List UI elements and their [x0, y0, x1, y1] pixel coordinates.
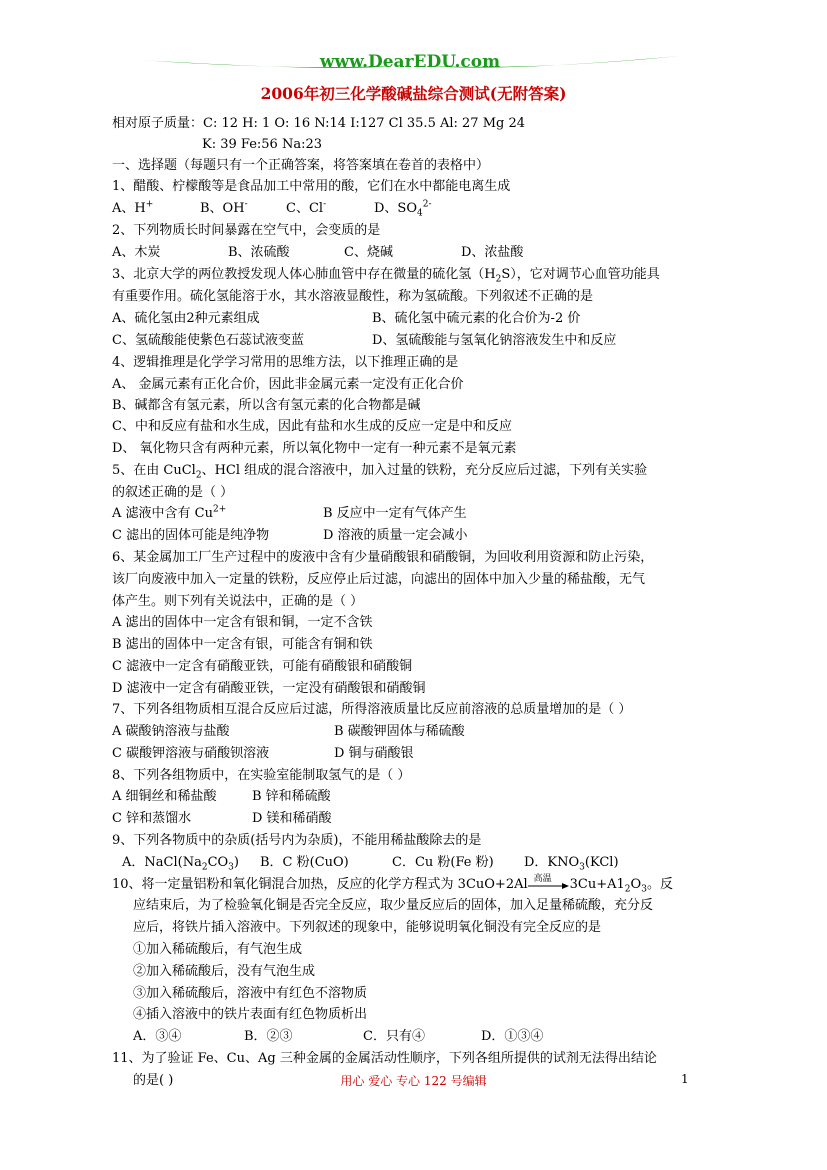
option-c: C、中和反应有盐和水生成，因此有盐和水生成的反应一定是中和反应: [112, 419, 512, 434]
option-d: D、 氧化物只含有两种元素，所以氧化物中一定有一种元素不是氧元素: [112, 441, 517, 456]
atomic-mass-line: K: 39 Fe:56 Na:23: [202, 137, 323, 152]
option-d: D、浓盐酸: [461, 245, 524, 260]
site-banner: [140, 50, 680, 78]
option-a: A、木炭: [112, 245, 161, 260]
question-stem: 应结束后，为了检验氧化铜是否完全反应，取少量反应后的固体，加入足量稀硫酸，充分反: [133, 898, 654, 913]
option-row: [112, 809, 722, 829]
option-a: A、H+: [112, 199, 154, 216]
option-b: B、硫化氢中硫元素的化合价为-2 价: [372, 311, 581, 326]
section-heading: 一、选择题（每题只有一个正确答案，将答案填在卷首的表格中）: [112, 158, 490, 173]
question-stem: 11、为了验证 Fe、Cu、Ag 三种金属的金属活动性顺序，下列各组所提供的试剂无法得出结论: [112, 1051, 657, 1066]
option-c: C、Cl-: [286, 199, 327, 216]
question-stem: 的叙述正确的是（ ）: [112, 485, 234, 500]
option-row: [112, 526, 722, 546]
option-d: D、氢硫酸能与氢氧化钠溶液发生中和反应: [372, 333, 617, 348]
option-b: B 锌和稀硫酸: [252, 789, 331, 804]
question-stem: 应后，将铁片插入溶液中。下列叙述的现象中，能够说明氧化铜没有完全反应的是: [133, 920, 602, 935]
reaction-arrow-icon: 高温: [528, 878, 570, 892]
question-stem: 2、下列物质长时间暴露在空气中，会变质的是: [112, 223, 381, 238]
question-stem: 4、逻辑推理是化学学习常用的思维方法，以下推理正确的是: [112, 355, 459, 370]
statement-3: ③加入稀硫酸后，溶液中有红色不溶物质: [133, 986, 368, 1001]
option-row: [122, 853, 732, 873]
statement-1: ①加入稀硫酸后，有气泡生成: [133, 942, 303, 957]
option-d: D 镁和稀硝酸: [252, 811, 332, 826]
option-b: B 滤出的固体中一定含有银，可能含有铜和铁: [112, 637, 373, 652]
option-c: C．Cu 粉(Fe 粉): [392, 855, 494, 870]
option-d: D 溶液的质量一定会减小: [323, 528, 468, 543]
atomic-mass-line: 相对原子质量：C: 12 H: 1 O: 16 N:14 I:127 Cl 35.5 Al: 27 Mg 24: [112, 116, 526, 131]
question-stem: 1、醋酸、柠檬酸等是食品加工中常用的酸，它们在水中都能电离生成: [112, 179, 511, 194]
question-stem: 该厂向废液中加入一定量的铁粉，反应停止后过滤，向滤出的固体中加入少量的稀盐酸，无气: [112, 572, 646, 587]
option-row: [112, 744, 722, 764]
option-a: A 滤出的固体中一定含有银和铜，一定不含铁: [112, 615, 373, 630]
option-a: A．③④: [133, 1029, 182, 1044]
option-a: A 滤液中含有 $Cu^{2+}$: [112, 504, 227, 521]
option-row: [112, 243, 722, 263]
question-stem: 6、某金属加工厂生产过程中的废液中含有少量硝酸银和硝酸铜，为回收利用资源和防止污染，: [112, 550, 654, 565]
question-stem: 8、下列各组物质中，在实验室能制取氢气的是（ ）: [112, 768, 411, 783]
option-d: D 滤液中一定含有硝酸亚铁，一定没有硝酸银和硝酸铜: [112, 681, 426, 696]
option-row: [112, 787, 722, 807]
option-row: [112, 309, 722, 329]
option-b: B 反应中一定有气体产生: [323, 506, 467, 521]
option-a: A 碳酸钠溶液与盐酸: [112, 724, 230, 739]
option-row: [112, 722, 722, 742]
page-title: 2006年初三化学酸碱盐综合测试(无附答案): [260, 84, 567, 103]
option-b: B、浓硫酸: [228, 245, 290, 260]
question-stem: 5、在由 CuCl$_2$、HCl 组成的混合溶液中，加入过量的铁粉，充分反应后过滤，下列有关实验: [112, 463, 648, 481]
option-b: B．②③: [244, 1029, 293, 1044]
page-number: 1: [681, 1072, 689, 1086]
option-a: A、硫化氢由2种元素组成: [112, 311, 260, 326]
option-row: [133, 1027, 743, 1047]
option-b: B、OH-: [200, 199, 248, 216]
option-row: [112, 331, 722, 351]
option-d: D．①③④: [481, 1029, 544, 1044]
question-stem: 有重要作用。硫化氢能溶于水，其水溶液显酸性，称为氢硫酸。下列叙述不正确的是: [112, 289, 594, 304]
question-stem: 10、将一定量铝粉和氧化铜混合加热，反应的化学方程式为 3CuO+2Al 高温 $3Cu+A1_2O_3$。反: [112, 873, 673, 895]
question-stem: 9、下列各物质中的杂质(括号内为杂质)，不能用稀盐酸除去的是: [112, 833, 482, 848]
option-c: C、氢硫酸能使紫色石蕊试液变蓝: [112, 333, 304, 348]
option-c: C、烧碱: [344, 245, 393, 260]
option-d: D 铜与硝酸银: [334, 746, 414, 761]
question-stem: 体产生。则下列有关说法中，正确的是（ ）: [112, 594, 364, 609]
option-row: [112, 199, 722, 219]
option-b: B 碳酸钾固体与稀硫酸: [334, 724, 465, 739]
question-stem: 3、北京大学的两位教授发现人体心肺血管中存在微量的硫化氢$(H_2S)$，它对调节心血管功能具: [112, 267, 660, 285]
site-name: www.DearEDU.com: [319, 52, 501, 72]
option-c: C 锌和蒸馏水: [112, 811, 192, 826]
option-c: C 滤液中一定含有硝酸亚铁，可能有硝酸银和硝酸铜: [112, 659, 413, 674]
option-a: A．$NaCl(Na_2CO_3)$: [122, 855, 239, 873]
option-d: D、$SO_4^{2-}$: [374, 199, 432, 219]
footer-text: 用心 爱心 专心 122 号编辑: [340, 1074, 487, 1088]
question-stem: 的是( ): [133, 1073, 174, 1088]
option-row: [112, 504, 722, 524]
option-c: C 碳酸钾溶液与硝酸钡溶液: [112, 746, 270, 761]
statement-4: ④插入溶液中的铁片表面有红色物质析出: [133, 1007, 368, 1022]
statement-2: ②加入稀硫酸后，没有气泡生成: [133, 964, 316, 979]
option-a: A 细铜丝和稀盐酸: [112, 789, 217, 804]
question-stem: 7、下列各组物质相互混合反应后过滤，所得溶液质量比反应前溶液的总质量增加的是（ ）: [112, 702, 632, 717]
option-d: D．$KNO_3(KCl)$: [524, 855, 619, 873]
option-a: A、 金属元素有正化合价，因此非金属元素一定没有正化合价: [112, 377, 464, 392]
option-c: C．只有④: [363, 1029, 425, 1044]
option-b: B．C 粉(CuO): [260, 855, 349, 870]
option-b: B、碱都含有氢元素，所以含有氢元素的化合物都是碱: [112, 398, 421, 413]
option-c: C 滤出的固体可能是纯净物: [112, 528, 270, 543]
